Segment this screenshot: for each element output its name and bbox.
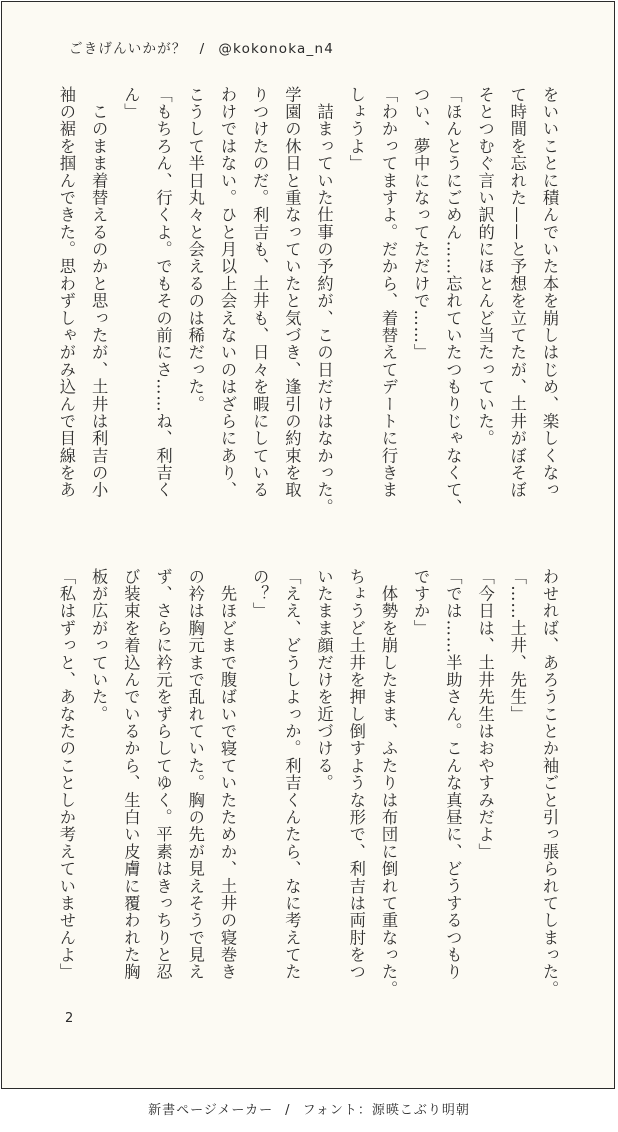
text-line: つい、夢中になってただけで……」: [411, 86, 431, 362]
text-line: わけではない。ひと月以上会えないのはざらにあり、: [217, 86, 237, 499]
text-line: 「では……半助さん。こんな真昼に、どうするつもり: [443, 568, 463, 981]
text-line: 「私はずっと、あなたのことしか考えていませんよ」: [56, 568, 76, 981]
text-line: 「ええ、どうしよっか。利吉くんたら、なに考えてた: [282, 568, 302, 981]
page-number: 2: [65, 1011, 74, 1026]
text-line: び装束を着込んでいるから、生白い皮膚に覆われた胸: [121, 568, 141, 981]
header-title: ごきげんいかが？: [69, 41, 187, 57]
lower-text-column: [50, 568, 565, 1000]
text-line: いたまま顔だけを近づける。: [314, 568, 334, 792]
text-line: 板が広がっていた。: [89, 568, 109, 723]
text-line: 体勢を崩したまま、ふたりは布団に倒れて重なった。: [378, 568, 398, 998]
text-line: そとつむぐ言い訳的にほとんど当たっていた。: [475, 86, 495, 447]
text-line: ず、さらに衿元をずらしてゆく。平素はきっちりと忍: [153, 568, 173, 981]
text-line: ちょうど土井を押し倒すような形で、利吉は両肘をつ: [346, 568, 366, 981]
page-footer: [0, 1099, 618, 1118]
header-separator: /: [199, 41, 206, 57]
text-line: をいいことに積んでいた本を崩しはじめ、楽しくなっ: [540, 86, 559, 499]
text-line: ですか」: [411, 568, 431, 637]
text-line: て時間を忘れた——と予想を立てたが、土井がぼそぼ: [507, 86, 527, 499]
text-line: 「もちろん、行くよ。でもその前にさ……ね、利吉く: [153, 86, 173, 499]
running-header: [69, 37, 334, 57]
book-page: [1, 1, 615, 1089]
text-line: わせれば、あろうことか袖ごと引っ張られてしまった。: [540, 568, 559, 998]
footer-font-credit: フォント：源暎こぶり明朝: [302, 1103, 470, 1118]
text-line: このまま着替えるのかと思ったが、土井は利吉の小: [89, 86, 109, 499]
upper-text-column: [50, 86, 565, 518]
text-line: 「……土井、先生」: [507, 568, 527, 723]
text-line: 学園の休日と重なっていたと気づき、逢引の約束を取: [282, 86, 302, 499]
text-line: 先ほどまで腹ばいで寝ていたためか、土井の寝巻き: [217, 568, 237, 981]
text-line: 詰まっていた仕事の予約が、この日だけはなかった。: [314, 86, 334, 516]
text-line: 袖の裾を掴んできた。思わずしゃがみ込んで目線をあ: [56, 86, 76, 499]
text-line: 「今日は、土井先生はおやすみだよ」: [475, 568, 495, 861]
text-line: の？」: [250, 568, 270, 620]
text-line: しょうよ」: [346, 86, 366, 172]
text-line: 「ほんとうにごめん……忘れていたつもりじゃなくて、: [443, 86, 463, 516]
footer-separator: /: [285, 1103, 291, 1118]
header-author: @kokonoka_n4: [218, 41, 335, 57]
text-line: りつけたのだ。利吉も、土井も、日々を暇にしている: [250, 86, 270, 499]
text-line: 「わかってますよ。だから、着替えてデートに行きま: [378, 86, 398, 499]
footer-generator: 新書ページメーカー: [148, 1103, 274, 1118]
text-line: の衿は胸元まで乱れていた。胸の先が見えそうで見え: [185, 568, 205, 981]
text-line: ん」: [121, 86, 141, 121]
text-line: こうして半日丸々と会えるのは稀だった。: [185, 86, 205, 413]
